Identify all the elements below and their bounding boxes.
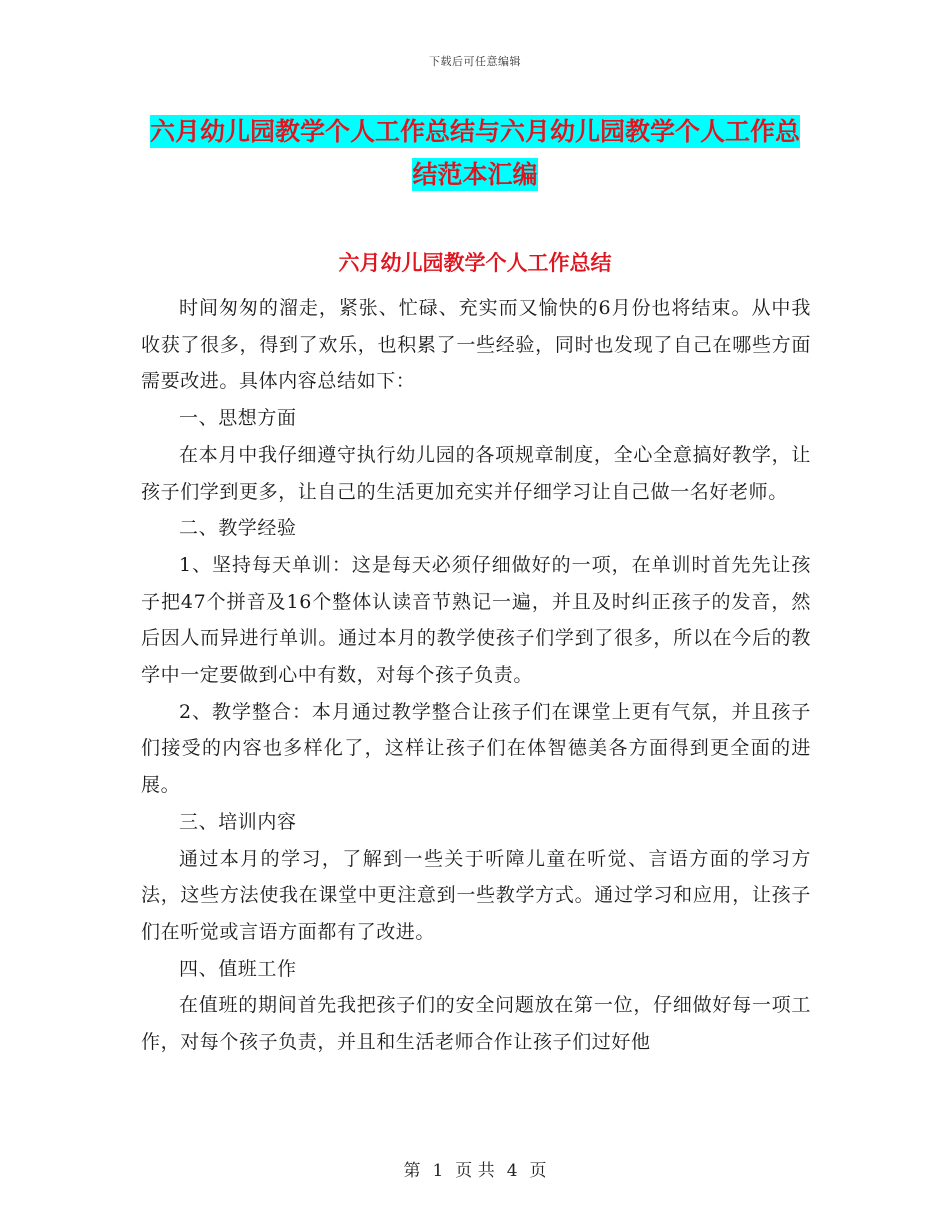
paragraph: 1、坚持每天单训：这是每天必须仔细做好的一项，在单训时首先先让孩子把47个拼音及16个整体认读音节熟记一遍，并且及时纠正孩子的发音，然后因人而异进行单训。通过本月的教学使孩子们学到了很多，所以在今后的教学中一定要做到心中有数，对每个孩子负责。 [141, 553, 811, 687]
footer-prefix: 第 [403, 1161, 421, 1181]
total-pages: 4 [506, 1161, 518, 1181]
paragraph-heading: 一、思想方面 [179, 407, 297, 430]
document-body [141, 290, 811, 1061]
footer-suffix: 页 [529, 1161, 547, 1181]
footer-middle: 页 共 [455, 1161, 495, 1181]
paragraph: 在本月中我仔细遵守执行幼儿园的各项规章制度，全心全意搞好教学，让孩子们学到更多，让自己的生活更加充实并仔细学习让自己做一名好老师。 [141, 443, 811, 503]
document-title-text: 六月幼儿园教学个人工作总结与六月幼儿园教学个人工作总结范本汇编 [150, 117, 801, 189]
paragraph: 在值班的期间首先我把孩子们的安全问题放在第一位，仔细做好每一项工作，对每个孩子负责，并且和生活老师合作让孩子们过好他 [141, 994, 811, 1054]
page-footer [0, 1156, 950, 1181]
paragraph: 2、教学整合：本月通过教学整合让孩子们在课堂上更有气氛，并且孩子们接受的内容也多样化了，这样让孩子们在体智德美各方面得到更全面的进展。 [141, 700, 811, 797]
paragraph-heading: 二、教学经验 [179, 517, 297, 540]
section-title: 六月幼儿园教学个人工作总结 [338, 251, 612, 275]
paragraph: 通过本月的学习，了解到一些关于听障儿童在听觉、言语方面的学习方法，这些方法使我在课堂中更注意到一些教学方式。通过学习和应用，让孩子们在听觉或言语方面都有了改进。 [141, 847, 811, 943]
paragraph-heading: 四、值班工作 [179, 957, 297, 980]
header-note: 下载后可任意编辑 [429, 55, 521, 68]
paragraph-heading: 三、培训内容 [179, 810, 297, 833]
paragraph: 时间匆匆的溜走，紧张、忙碌、充实而又愉快的6月份也将结束。从中我收获了很多，得到了欢乐，也积累了一些经验，同时也发现了自己在哪些方面需要改进。具体内容总结如下： [141, 297, 811, 393]
document-title [150, 110, 800, 196]
page-number: 1 [432, 1161, 444, 1181]
